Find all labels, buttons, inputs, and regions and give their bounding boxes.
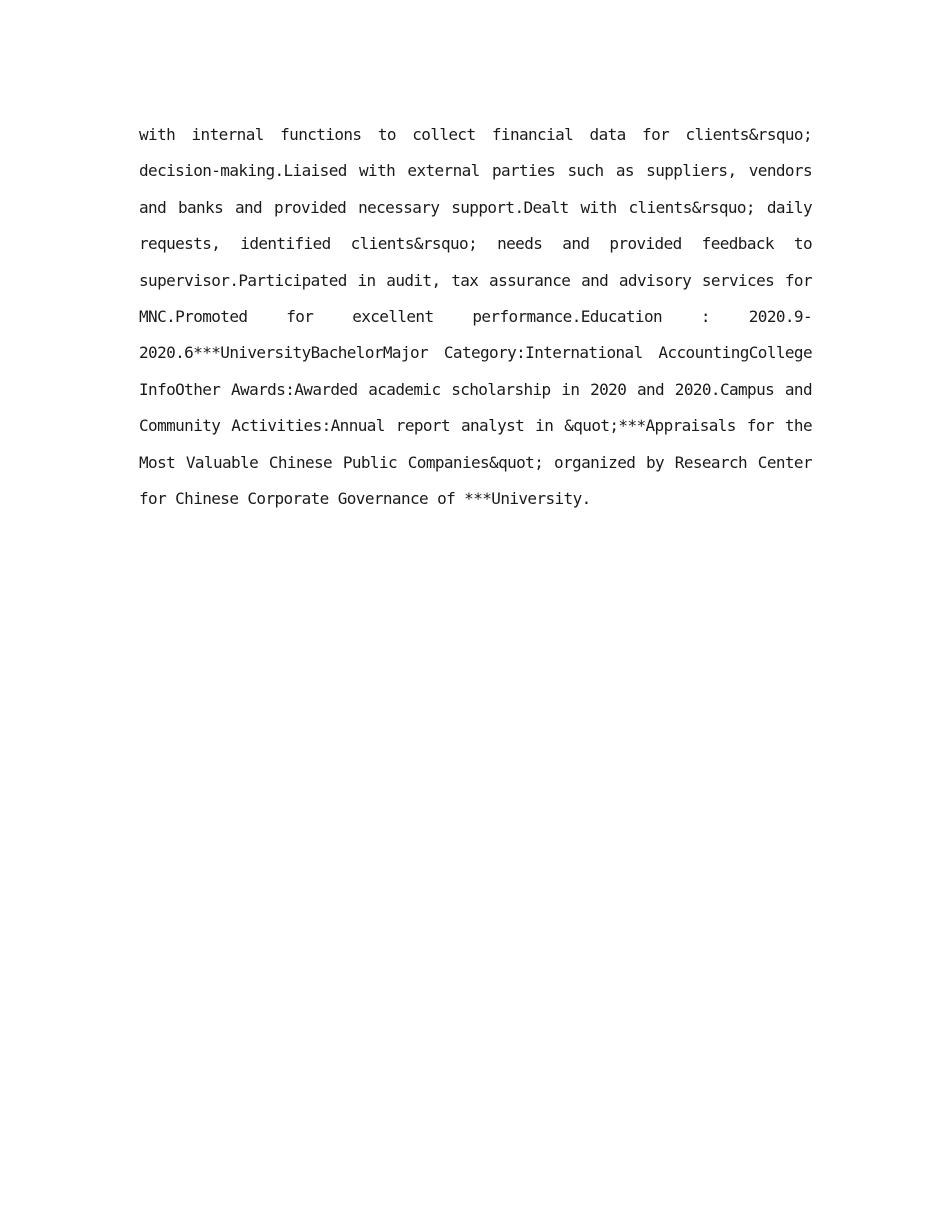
body-paragraph: with internal functions to collect financial data for clients&rsquo; decision-making.Liaised with external parties such as suppliers, vendors and banks and provided necessary support.Dealt with clients&rsquo; daily requests, identified clients&rsquo; needs and provided feedback to supervisor.Participated in audit, tax assurance and advisory services for MNC.Promoted for excellent performance.Education : 2020.9-2020.6***UniversityBachelorMajor Category:International AccountingCollege InfoOther Awards:Awarded academic scholarship in 2020 and 2020.Campus and Community Activities:Annual report analyst in &quot;***Appraisals for the Most Valuable Chinese Public Companies&quot; organized by Research Center for Chinese Corporate Governance of ***University. xyxy=(139,125,812,509)
document-body xyxy=(139,117,812,517)
